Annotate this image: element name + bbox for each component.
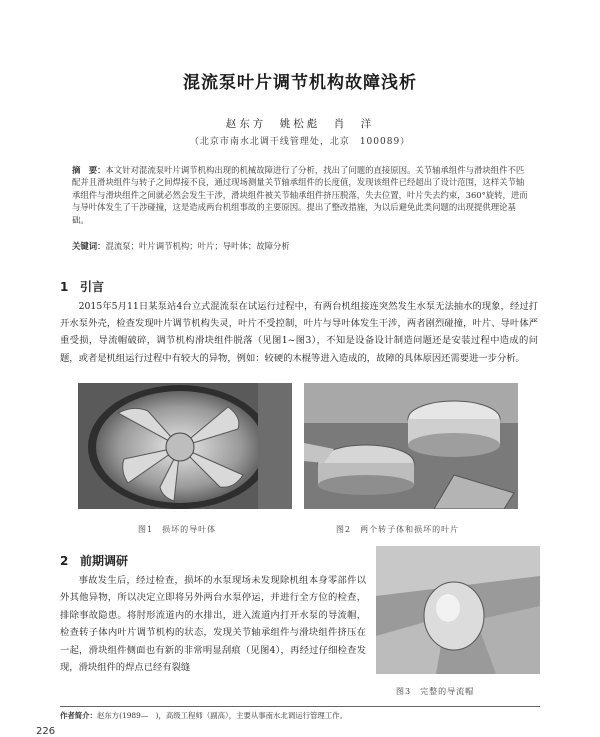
- section-1-title: 引言: [80, 280, 105, 294]
- figure-3-image: [376, 546, 540, 674]
- paper-title: 混流泵叶片调节机构故障浅析: [183, 73, 417, 93]
- figure-2-image: [304, 383, 518, 509]
- section-1-number: 1: [60, 280, 69, 294]
- rotor-photo: [304, 383, 518, 509]
- figure-3-caption: 图3 完整的导流帽: [396, 687, 475, 696]
- figure-1-caption: 图1 损坏的导叶体: [138, 525, 217, 534]
- footnote-rule: [60, 706, 540, 707]
- abstract-label: 摘 要：: [72, 165, 106, 175]
- affiliation: （北京市南水北调干线管理处，北京 100089）: [189, 137, 411, 147]
- section-1-heading: [60, 278, 104, 295]
- section-2-title: 前期调研: [80, 554, 129, 568]
- author-note-text: 赵东方(1989— )，高级工程师（副高），主要从事南水北调运行管理工作。: [96, 711, 347, 720]
- abstract: [72, 164, 528, 226]
- section-1-body: 2015年5月11日某泵站4台立式混流泵在试运行过程中，有两台机组接连突然发生水泵无法抽水的现象，经过打开水泵外壳，检查发现叶片调节机构失灵，叶片不受控制，叶片与导叶体发生干涉，两者剧烈碰撞，叶片、导叶体严重受损，导流帽破碎，调节机构滑块组件脱落（见图1~图3），不知是设备设计制造问题还是安装过程中造成的问题，或者是机组运行过程中有较大的异物，例如：较硬的木棍等进入造成的，故障的具体原因还需要进一步分析。: [60, 301, 538, 364]
- section-2-number: 2: [60, 554, 69, 568]
- author-note-label: 作者简介：: [60, 711, 97, 720]
- abstract-text: 本文针对混流泵叶片调节机构出现的机械故障进行了分析，找出了问题的直接原因。关节轴承组件与滑块组件不匹配并且滑块组件与转子之间焊接不良，通过现场测量关节轴承组件的长度值，发现该组件已经超出了设计范围，这样关节轴承组件与滑块组件之间就必然会发生干涉，滑块组件被关节轴承组件挤压脱落，失去位置，叶片失去约束，360°旋转，进而与导叶体发生了干涉碰撞，这是造成两台机组事故的主要原因。提出了整改措施，为以后避免此类问题的出现提供理论基础。: [72, 165, 528, 225]
- flow-cap-photo: [376, 546, 540, 674]
- author-note: [60, 710, 347, 721]
- figure-2-caption: 图2 两个转子体和损坏的叶片: [336, 525, 460, 534]
- keywords-text: 混流泵；叶片调节机构；叶片；导叶体；故障分析: [105, 241, 290, 251]
- figure-1-image: [78, 383, 292, 509]
- section-2-heading: [60, 552, 128, 569]
- keywords-label: 关键词：: [72, 241, 106, 251]
- author-list: 赵东方 姚松彪 肖 洋: [225, 118, 375, 130]
- keywords: [72, 240, 528, 252]
- page-number: 226: [36, 726, 56, 737]
- section-2-body: 事故发生后，经过检查，损坏的水泵现场未发现除机组本身零部件以外其他异物，所以决定立即将另外两台水泵停运，并进行全方位的检查，排除事故隐患。将肘形流道内的水排出，进入流道内打开水泵的导流帽，检查转子体内叶片调节机构的状态，发现关节轴承组件与滑块组件挤压在一起，滑块组件侧面也有新的非常明显刮痕（见图4），再经过仔细检查发现，滑块组件的焊点已经有裂缝: [60, 575, 366, 674]
- guide-vane-photo: [78, 383, 292, 509]
